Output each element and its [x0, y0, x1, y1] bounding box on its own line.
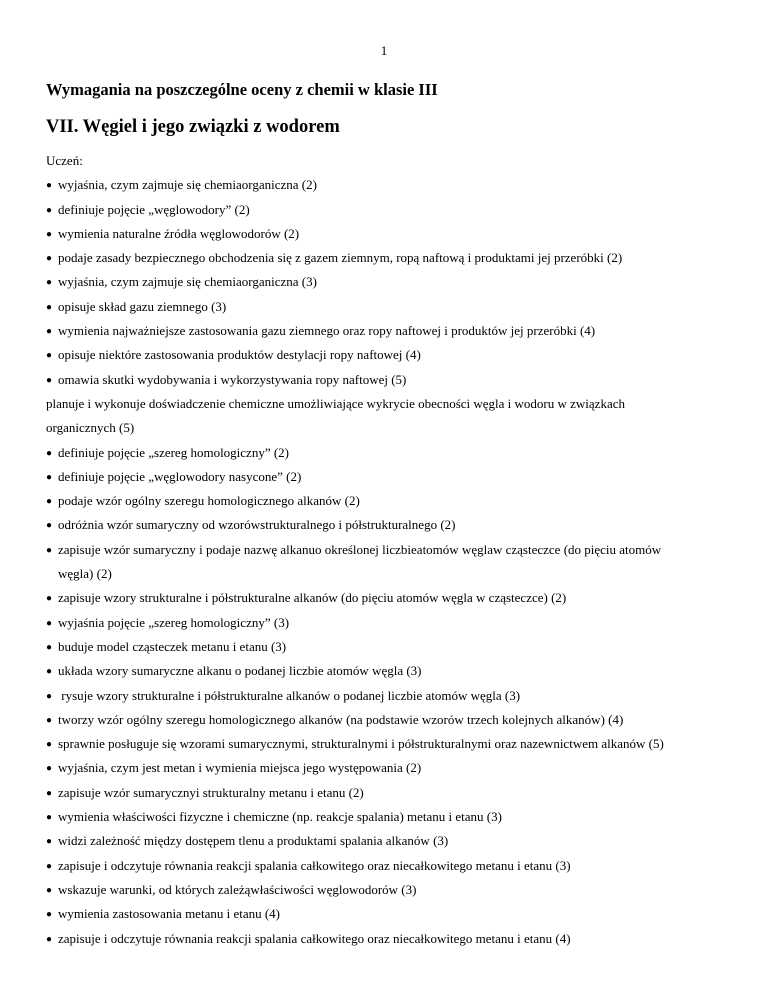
- bullet-icon: ●: [46, 836, 53, 848]
- bullet-icon: ●: [46, 812, 53, 824]
- requirement-text: zapisuje i odczytuje równania reakcji spalania całkowitego oraz niecałkowitego metanu i etanu (4): [58, 930, 571, 946]
- requirement-text: zapisuje i odczytuje równania reakcji spalania całkowitego oraz niecałkowitego metanu i etanu (3): [58, 857, 571, 873]
- bullet-icon: ●: [46, 666, 53, 678]
- requirement-item: [46, 295, 736, 319]
- page-number: 1: [380, 43, 388, 58]
- bullet-icon: ●: [46, 641, 53, 653]
- bullet-icon: ●: [46, 544, 53, 556]
- bullet-icon: ●: [46, 277, 53, 289]
- requirement-item: [46, 222, 736, 246]
- requirement-text: sprawnie posługuje się wzorami sumarycznymi, strukturalnymi i półstrukturalnymi oraz nazewnictwem alkanów (5): [58, 736, 664, 752]
- requirement-text: podaje zasady bezpiecznego obchodzenia się z gazem ziemnym, ropą naftową i produktami jej przeróbki (2): [58, 250, 623, 266]
- requirement-item: [46, 805, 736, 829]
- requirement-item: [46, 198, 736, 222]
- bullet-icon: ●: [46, 860, 53, 872]
- bullet-icon: ●: [46, 204, 53, 216]
- requirement-text: omawia skutki wydobywania i wykorzystywania ropy naftowej (5): [58, 371, 407, 387]
- bullet-icon: ●: [46, 471, 53, 483]
- bullet-icon: ●: [46, 180, 53, 192]
- bullet-icon: ●: [46, 714, 53, 726]
- bullet-icon: ●: [46, 228, 53, 240]
- requirement-text: zapisuje wzór sumarycznyi strukturalny metanu i etanu (2): [58, 784, 364, 800]
- requirement-item: [46, 538, 736, 562]
- requirement-item: [46, 635, 736, 659]
- requirement-item: [46, 441, 736, 465]
- bullet-icon: ●: [46, 617, 53, 629]
- bullet-icon: ●: [46, 884, 53, 896]
- requirement-item: [46, 927, 736, 951]
- requirement-item: [46, 465, 736, 489]
- requirement-text: wyjaśnia, czym jest metan i wymienia miejsca jego występowania (2): [58, 760, 422, 776]
- bullet-icon: ●: [46, 301, 53, 313]
- requirement-text: wymienia właściwości fizyczne i chemiczne (np. reakcje spalania) metanu i etanu (3): [58, 809, 502, 825]
- requirement-text: węgla) (2): [58, 566, 112, 582]
- requirement-continuation: [46, 416, 736, 440]
- requirement-text: organicznych (5): [46, 420, 135, 436]
- bullet-icon: ●: [46, 350, 53, 362]
- requirement-text: wyjaśnia, czym zajmuje się chemiaorganiczna (2): [58, 177, 317, 193]
- requirement-item: [46, 781, 736, 805]
- requirements-list: [46, 149, 736, 951]
- requirement-text: wymienia naturalne źródła węglowodorów (2): [58, 225, 300, 241]
- bullet-icon: ●: [46, 739, 53, 751]
- requirement-item: [46, 878, 736, 902]
- requirement-item: [46, 756, 736, 780]
- requirement-text: opisuje niektóre zastosowania produktów destylacji ropy naftowej (4): [58, 347, 421, 363]
- bullet-icon: ●: [46, 374, 53, 386]
- requirement-item: [46, 611, 736, 635]
- requirement-text: buduje model cząsteczek metanu i etanu (3): [58, 638, 287, 654]
- requirement-item: [46, 246, 736, 270]
- requirement-text: wskazuje warunki, od których zależąwłaściwości węglowodorów (3): [58, 881, 417, 897]
- requirement-text: odróżnia wzór sumaryczny od wzorówstrukturalnego i półstrukturalnego (2): [58, 517, 456, 533]
- requirement-continuation: [46, 562, 736, 586]
- requirement-item: [46, 659, 736, 683]
- requirement-item: [46, 319, 736, 343]
- requirement-text: definiuje pojęcie „szereg homologiczny” (2): [58, 444, 290, 460]
- requirement-item: [46, 586, 736, 610]
- requirement-item: [46, 368, 736, 392]
- bullet-icon: ●: [46, 496, 53, 508]
- bullet-icon: ●: [46, 593, 53, 605]
- bullet-icon: ●: [46, 690, 53, 702]
- bullet-icon: ●: [46, 447, 53, 459]
- requirement-text: wymienia najważniejsze zastosowania gazu ziemnego oraz ropy naftowej i produktów jej przeróbki (4): [58, 323, 596, 339]
- requirement-text: układa wzory sumaryczne alkanu o podanej liczbie atomów węgla (3): [58, 663, 422, 679]
- requirement-text: planuje i wykonuje doświadczenie chemiczne umożliwiające wykrycie obecności węgla i wodoru w związkach: [46, 395, 625, 411]
- bullet-icon: ●: [46, 326, 53, 338]
- bullet-icon: ●: [46, 909, 53, 921]
- requirement-item: [46, 343, 736, 367]
- requirement-text: zapisuje wzór sumaryczny i podaje nazwę alkanuo określonej liczbieatomów węglaw cząsteczce (do pięciu atomów: [58, 541, 662, 557]
- requirement-text: definiuje pojęcie „węglowodory” (2): [58, 201, 250, 217]
- requirement-text: wyjaśnia, czym zajmuje się chemiaorganiczna (3): [58, 274, 317, 290]
- bullet-icon: ●: [46, 763, 53, 775]
- requirement-text: opisuje skład gazu ziemnego (3): [58, 298, 227, 314]
- section-title: VII. Węgiel i jego związki z wodorem: [46, 117, 340, 137]
- requirement-item: [46, 513, 736, 537]
- requirement-text: podaje wzór ogólny szeregu homologicznego alkanów (2): [58, 493, 360, 509]
- requirement-continuation: [46, 392, 736, 416]
- requirement-text: rysuje wzory strukturalne i półstrukturalne alkanów o podanej liczbie atomów węgla (3): [58, 687, 521, 703]
- requirement-item: [46, 684, 736, 708]
- requirement-item: [46, 173, 736, 197]
- bullet-icon: ●: [46, 933, 53, 945]
- intro-label: Uczeń:: [46, 153, 83, 168]
- bullet-icon: ●: [46, 253, 53, 265]
- requirement-text: zapisuje wzory strukturalne i półstrukturalne alkanów (do pięciu atomów węgla w cząsteczce) (2): [58, 590, 567, 606]
- requirement-text: widzi zależność między dostępem tlenu a produktami spalania alkanów (3): [58, 833, 449, 849]
- bullet-icon: ●: [46, 787, 53, 799]
- bullet-icon: ●: [46, 520, 53, 532]
- requirement-item: [46, 854, 736, 878]
- requirement-item: [46, 708, 736, 732]
- requirement-item: [46, 902, 736, 926]
- requirement-item: [46, 829, 736, 853]
- requirement-item: [46, 732, 736, 756]
- requirement-text: tworzy wzór ogólny szeregu homologicznego alkanów (na podstawie wzorów trzech kolejnych alkanów) (4): [58, 711, 624, 727]
- requirement-item: [46, 489, 736, 513]
- requirement-text: definiuje pojęcie „węglowodory nasycone” (2): [58, 468, 302, 484]
- requirement-text: wymienia zastosowania metanu i etanu (4): [58, 906, 281, 922]
- document-title: Wymagania na poszczególne oceny z chemii w klasie III: [46, 80, 438, 99]
- requirement-text: wyjaśnia pojęcie „szereg homologiczny” (3): [58, 614, 290, 630]
- requirement-item: [46, 270, 736, 294]
